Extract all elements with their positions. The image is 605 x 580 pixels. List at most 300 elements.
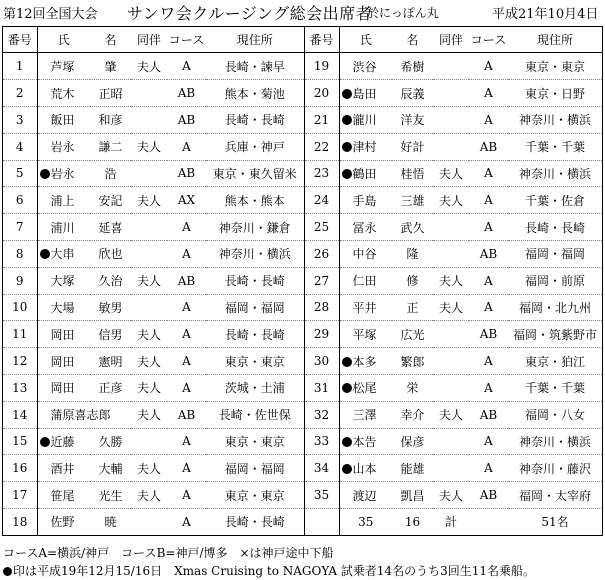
course: AB — [167, 267, 206, 294]
title-bar — [0, 0, 605, 28]
header-num: 番号 — [3, 27, 37, 53]
name-given: 久治 — [90, 267, 131, 294]
companion: 夫人 — [433, 294, 469, 321]
row-number: 31 — [304, 374, 339, 401]
row-number: 18 — [3, 508, 37, 535]
name-given: 敏男 — [90, 294, 131, 321]
address: 神奈川・鎌倉 — [206, 214, 304, 241]
name-given: 肇 — [90, 53, 131, 80]
companion: 夫人 — [131, 374, 167, 401]
address: 千葉・千葉 — [508, 374, 602, 401]
row-number: 24 — [304, 187, 339, 214]
name-surname — [37, 80, 90, 107]
companion — [131, 240, 167, 267]
table-header-row — [3, 27, 602, 53]
name-given: 幸介 — [392, 401, 433, 428]
bullet-icon — [342, 169, 352, 179]
name-surname — [339, 348, 392, 375]
name-surname — [339, 455, 392, 482]
companion: 夫人 — [131, 348, 167, 375]
row-number: 26 — [304, 240, 339, 267]
header-mei: 名 — [90, 27, 131, 53]
course: A — [182, 514, 191, 529]
name-surname — [37, 187, 90, 214]
totals-total: 51名 — [541, 515, 569, 530]
row-number: 27 — [304, 267, 339, 294]
course: A — [167, 348, 206, 375]
bullet-icon — [342, 464, 352, 474]
name-surname — [339, 53, 392, 80]
name-given: 凱昌 — [392, 482, 433, 509]
name-given: 正彦 — [90, 374, 131, 401]
course: AB — [167, 106, 206, 133]
name-surname — [37, 348, 90, 375]
name-given: 欣也 — [90, 240, 131, 267]
row-number: 8 — [3, 240, 37, 267]
course: A — [167, 240, 206, 267]
name-given: 武久 — [392, 214, 433, 241]
surname-text: 津村 — [352, 140, 377, 155]
row-number: 6 — [3, 187, 37, 214]
companion: 夫人 — [131, 187, 167, 214]
name-given: 光生 — [90, 482, 131, 509]
row-number: 2 — [3, 80, 37, 107]
name-surname — [37, 428, 90, 455]
name-given: 好計 — [392, 133, 433, 160]
row-number: 21 — [304, 106, 339, 133]
table-row — [3, 482, 602, 509]
companion — [131, 428, 167, 455]
name-given: 信男 — [90, 321, 131, 348]
course: A — [167, 455, 206, 482]
surname-text: 芦塚 — [50, 59, 75, 74]
name-surname — [339, 267, 392, 294]
course: A — [167, 53, 206, 80]
row-number — [304, 508, 339, 535]
companion: 夫人 — [131, 321, 167, 348]
course: AX — [167, 187, 206, 214]
name-surname — [339, 482, 392, 509]
name-surname — [37, 508, 90, 535]
name-surname — [37, 321, 90, 348]
name-given: 隆 — [392, 240, 433, 267]
address: 神奈川・横浜 — [508, 106, 602, 133]
row-number: 14 — [3, 401, 37, 428]
header-address: 現住所 — [206, 27, 304, 53]
companion — [131, 80, 167, 107]
course: AB — [469, 321, 508, 348]
row-number: 34 — [304, 455, 339, 482]
name-surname — [339, 240, 392, 267]
date-label: 平成21年10月4日 — [492, 7, 599, 22]
course: A — [167, 482, 206, 509]
name-surname — [37, 294, 90, 321]
mark-note — [3, 562, 535, 579]
course: AB — [167, 160, 206, 187]
course: A — [469, 374, 508, 401]
course: AB — [167, 80, 206, 107]
name-given: 和彦 — [90, 106, 131, 133]
course: A — [167, 214, 206, 241]
table-row — [3, 80, 602, 107]
table-row — [3, 214, 602, 241]
name-surname — [37, 214, 90, 241]
name-surname — [339, 374, 392, 401]
name-surname — [339, 187, 392, 214]
row-number: 23 — [304, 160, 339, 187]
companion — [433, 455, 469, 482]
meeting-label: 第12回全国大会 — [3, 7, 98, 22]
course: A — [469, 106, 508, 133]
name-given: 辰義 — [392, 80, 433, 107]
row-number: 22 — [304, 133, 339, 160]
surname-text: 冨永 — [352, 220, 377, 235]
address: 熊本・熊本 — [206, 187, 304, 214]
bullet-icon — [40, 169, 50, 179]
name-surname — [37, 482, 90, 509]
bullet-icon — [40, 249, 50, 259]
table-row — [3, 106, 602, 133]
address: 福岡・八女 — [508, 401, 602, 428]
surname-text: 仁田 — [352, 274, 377, 289]
surname-text: 渋谷 — [352, 59, 377, 74]
row-number: 13 — [3, 374, 37, 401]
companion — [131, 214, 167, 241]
address: 神奈川・横浜 — [508, 428, 602, 455]
row-number: 32 — [304, 401, 339, 428]
course: A — [167, 133, 206, 160]
address: 長崎・長崎 — [206, 106, 304, 133]
table-row — [3, 187, 602, 214]
surname-text: 平井 — [352, 300, 377, 315]
row-number: 28 — [304, 294, 339, 321]
name-surname — [37, 240, 90, 267]
course: A — [469, 348, 508, 375]
bullet-icon — [342, 115, 352, 125]
name-surname — [339, 294, 392, 321]
surname-text: 浦川 — [50, 220, 75, 235]
address: 長崎・長崎 — [206, 321, 304, 348]
row-number: 4 — [3, 133, 37, 160]
table-row — [3, 374, 602, 401]
table-row — [3, 267, 602, 294]
companion: 夫人 — [433, 401, 469, 428]
row-number: 15 — [3, 428, 37, 455]
companion: 夫人 — [131, 401, 167, 428]
row-number: 25 — [304, 214, 339, 241]
course: A — [469, 455, 508, 482]
address: 神奈川・横浜 — [508, 160, 602, 187]
address: 福岡・筑紫野市 — [508, 321, 602, 348]
address: 茨城・土浦 — [206, 374, 304, 401]
row-number: 9 — [3, 267, 37, 294]
bullet-icon — [40, 437, 50, 447]
totals-companions: 16 — [404, 514, 421, 529]
course: AB — [469, 401, 508, 428]
surname-text: 手島 — [352, 193, 377, 208]
address: 長崎・佐世保 — [206, 401, 304, 428]
surname-text: 瀧川 — [352, 113, 377, 128]
address: 福岡・北九州 — [508, 294, 602, 321]
surname-text: 佐野 — [50, 515, 75, 530]
header-num: 番号 — [304, 27, 339, 53]
companion: 夫人 — [433, 482, 469, 509]
name-given: 希樹 — [392, 53, 433, 80]
row-number: 20 — [304, 80, 339, 107]
name-given: 繁郎 — [392, 348, 433, 375]
address: 神奈川・横浜 — [206, 240, 304, 267]
surname-text: 大場 — [50, 300, 75, 315]
name-given: 三雄 — [392, 187, 433, 214]
table-body — [3, 53, 602, 535]
companion — [131, 160, 167, 187]
name-surname — [339, 428, 392, 455]
surname-text: 近藤 — [50, 434, 75, 449]
table-row — [3, 53, 602, 80]
companion — [433, 53, 469, 80]
name-surname — [37, 106, 90, 133]
companion: 夫人 — [131, 267, 167, 294]
row-number: 33 — [304, 428, 339, 455]
address: 千葉・千葉 — [508, 133, 602, 160]
name-given: 延喜 — [90, 214, 131, 241]
header-sei: 氏 — [37, 27, 90, 53]
row-number: 11 — [3, 321, 37, 348]
address: 福岡・太宰府 — [508, 482, 602, 509]
companion — [433, 80, 469, 107]
name-surname — [37, 374, 90, 401]
table-row — [3, 321, 602, 348]
page-title: サンワ会クルージング総会出席者 — [127, 4, 373, 23]
companion — [131, 294, 167, 321]
row-number: 35 — [304, 482, 339, 509]
bullet-icon — [342, 383, 352, 393]
header-course: コース — [167, 27, 206, 53]
companion — [433, 106, 469, 133]
table-row — [3, 428, 602, 455]
course: AB — [469, 133, 508, 160]
course: A — [469, 53, 508, 80]
companion — [433, 428, 469, 455]
surname-text: 大串 — [50, 247, 75, 262]
address: 長崎・長崎 — [206, 267, 304, 294]
course: A — [167, 321, 206, 348]
surname-text: 飯田 — [50, 113, 75, 128]
row-number: 30 — [304, 348, 339, 375]
name-surname — [37, 455, 90, 482]
name-given: 正昭 — [90, 80, 131, 107]
name-surname — [37, 53, 90, 80]
name-surname — [339, 133, 392, 160]
companion: 夫人 — [131, 482, 167, 509]
address: 神奈川・藤沢 — [508, 455, 602, 482]
header-sei: 氏 — [339, 27, 392, 53]
companion — [433, 374, 469, 401]
attendee-table — [3, 27, 602, 535]
mark-note-text: 印は平成19年12月15/16日 Xmas Cruising to NAGOYA 試乗者14名のうち3回生11名乗船。 — [13, 564, 535, 578]
address: 福岡・福岡 — [206, 455, 304, 482]
surname-text: 蒲原喜志郎 — [50, 408, 111, 423]
row-number: 1 — [3, 53, 37, 80]
name-surname — [37, 133, 90, 160]
surname-text: 中谷 — [352, 247, 377, 262]
course-note: コースA=横浜/神戸 コースB=神戸/博多 ×は神戸途中下船 — [3, 546, 334, 560]
surname-text: 大塚 — [50, 274, 75, 289]
name-given: 修 — [392, 267, 433, 294]
row-number: 10 — [3, 294, 37, 321]
companion: 夫人 — [433, 160, 469, 187]
row-number: 12 — [3, 348, 37, 375]
surname-text: 三澤 — [352, 408, 377, 423]
row-number: 29 — [304, 321, 339, 348]
totals-label: 計 — [444, 515, 457, 530]
row-number: 16 — [3, 455, 37, 482]
totals-members: 35 — [358, 514, 374, 529]
surname-text: 浦上 — [50, 193, 75, 208]
name-given: 謙二 — [90, 133, 131, 160]
companion: 夫人 — [131, 133, 167, 160]
name-given: 浩 — [90, 160, 131, 187]
companion — [433, 321, 469, 348]
header-mei: 名 — [392, 27, 433, 53]
course: A — [469, 187, 508, 214]
row-number: 19 — [304, 53, 339, 80]
table-row — [3, 133, 602, 160]
course: AB — [469, 482, 508, 509]
companion — [433, 348, 469, 375]
table-row — [3, 160, 602, 187]
name-given: 大輔 — [90, 455, 131, 482]
venue-label: 於にっぽん丸 — [367, 6, 439, 20]
address: 福岡・前原 — [508, 267, 602, 294]
surname-text: 本多 — [352, 354, 377, 369]
mark-dot-icon — [3, 567, 12, 576]
bullet-icon — [342, 89, 352, 99]
surname-text: 岡田 — [50, 327, 75, 342]
course: A — [469, 294, 508, 321]
name-given: 正 — [392, 294, 433, 321]
name-given: 安記 — [90, 187, 131, 214]
table-row — [3, 348, 602, 375]
surname-text: 松尾 — [352, 381, 377, 396]
table-row — [3, 240, 602, 267]
name-given: 能雄 — [392, 455, 433, 482]
table-row — [3, 401, 602, 428]
address: 東京・東京 — [206, 428, 304, 455]
companion — [433, 133, 469, 160]
course: A — [167, 374, 206, 401]
address: 東京・日野 — [508, 80, 602, 107]
row-number: 7 — [3, 214, 37, 241]
surname-text: 岡田 — [50, 381, 75, 396]
name-given: 桂悟 — [392, 160, 433, 187]
table-row — [3, 508, 602, 535]
name-surname — [37, 401, 111, 428]
address: 東京・東京 — [206, 348, 304, 375]
surname-text: 島田 — [352, 86, 377, 101]
surname-text: 渡辺 — [352, 488, 377, 503]
name-given: 保彦 — [392, 428, 433, 455]
surname-text: 荒木 — [50, 86, 75, 101]
course: A — [167, 294, 206, 321]
course: AB — [167, 401, 206, 428]
row-number: 3 — [3, 106, 37, 133]
bullet-icon — [342, 437, 352, 447]
name-given: 憲明 — [90, 348, 131, 375]
address: 東京・狛江 — [508, 348, 602, 375]
course: A — [469, 428, 508, 455]
surname-text: 岡田 — [50, 354, 75, 369]
name-surname — [339, 106, 392, 133]
header-companion: 同伴 — [433, 27, 469, 53]
name-surname — [37, 160, 90, 187]
name-given: 洋友 — [392, 106, 433, 133]
name-surname — [339, 321, 392, 348]
course: A — [469, 267, 508, 294]
companion: 夫人 — [131, 53, 167, 80]
course: A — [469, 160, 508, 187]
address: 長崎・諫早 — [206, 53, 304, 80]
name-given: 暁 — [104, 515, 117, 530]
companion: 夫人 — [433, 187, 469, 214]
companion: 夫人 — [433, 267, 469, 294]
name-given: 栄 — [392, 374, 433, 401]
header-companion: 同伴 — [131, 27, 167, 53]
companion: 夫人 — [131, 455, 167, 482]
address: 東京・東京 — [508, 53, 602, 80]
row-number: 17 — [3, 482, 37, 509]
name-surname — [37, 267, 90, 294]
address: 福岡・福岡 — [206, 294, 304, 321]
name-surname — [339, 214, 392, 241]
surname-text: 酒井 — [50, 461, 75, 476]
companion — [131, 106, 167, 133]
surname-text: 平塚 — [352, 327, 377, 342]
bullet-icon — [342, 357, 352, 367]
header-address: 現住所 — [508, 27, 602, 53]
name-given: 久勝 — [90, 428, 131, 455]
course: A — [469, 214, 508, 241]
companion — [131, 508, 167, 535]
address: 東京・東久留米 — [206, 160, 304, 187]
address: 長崎・長崎 — [224, 515, 285, 530]
address: 福岡・福岡 — [508, 240, 602, 267]
course: A — [469, 80, 508, 107]
address: 兵庫・神戸 — [206, 133, 304, 160]
header-course: コース — [469, 27, 508, 53]
surname-text: 笹尾 — [50, 488, 75, 503]
surname-text: 鶴田 — [352, 166, 377, 181]
address: 長崎・長崎 — [508, 214, 602, 241]
totals-empty — [469, 508, 508, 535]
companion — [433, 214, 469, 241]
surname-text: 山本 — [352, 461, 377, 476]
row-number: 5 — [3, 160, 37, 187]
address: 千葉・佐倉 — [508, 187, 602, 214]
address: 東京・東京 — [206, 482, 304, 509]
name-surname — [339, 401, 392, 428]
name-given: 広光 — [392, 321, 433, 348]
address: 熊本・菊池 — [206, 80, 304, 107]
surname-text: 岩永 — [50, 140, 75, 155]
companion — [433, 240, 469, 267]
table-row — [3, 455, 602, 482]
course: AB — [469, 240, 508, 267]
course: A — [167, 428, 206, 455]
surname-text: 岩永 — [50, 166, 75, 181]
name-surname — [339, 160, 392, 187]
name-surname — [339, 80, 392, 107]
